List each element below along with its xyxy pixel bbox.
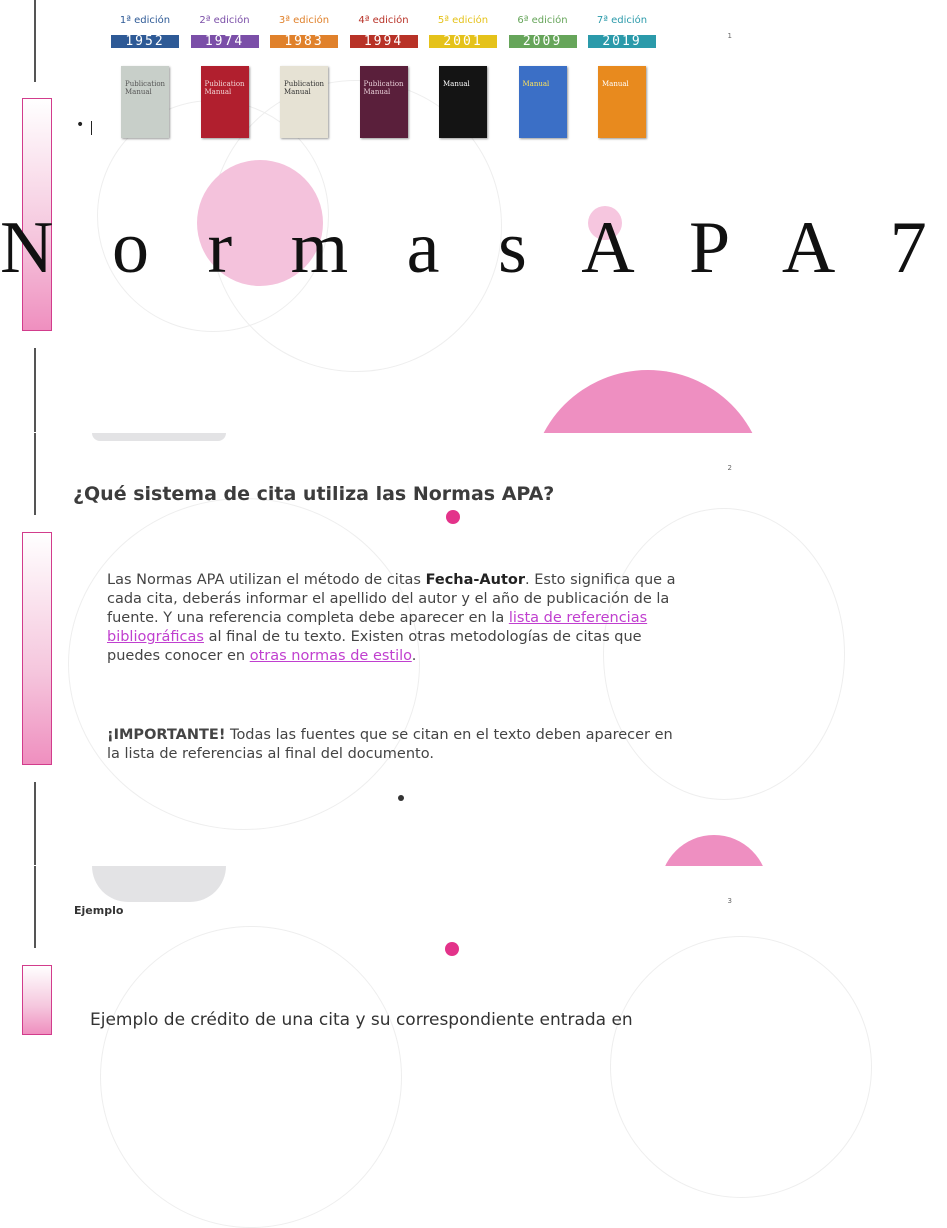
book-cover-image xyxy=(439,66,487,138)
decorative-circle xyxy=(100,926,402,1228)
edition-item xyxy=(270,14,338,96)
book-cover-title: Manual xyxy=(443,80,470,88)
book-cover-title: Publication Manual xyxy=(284,80,325,96)
link-reference-list[interactable]: lista de referencias bibliográficas xyxy=(107,610,648,645)
edition-label: 4ª edición xyxy=(358,15,409,26)
book-cover-title: Manual xyxy=(602,80,629,88)
pink-side-bar xyxy=(22,965,52,1035)
bold-fecha-autor: Fecha-Autor xyxy=(425,572,526,588)
book-cover-image xyxy=(519,66,567,138)
text-cursor xyxy=(91,121,92,135)
book-cover-image xyxy=(360,66,408,138)
edition-year: 2019 xyxy=(588,35,656,48)
slide-2 xyxy=(0,433,768,865)
slide-title: ¿Qué sistema de cita utiliza las Normas APA? xyxy=(73,483,555,505)
edition-label: 5ª edición xyxy=(437,15,489,26)
important-label: ¡IMPORTANTE! xyxy=(107,727,226,743)
slide-title: Ejemplo xyxy=(74,904,124,917)
edition-year: 2009 xyxy=(509,35,577,48)
small-dark-dot xyxy=(398,795,404,801)
edition-item xyxy=(111,14,179,96)
book-cover-image xyxy=(280,66,328,138)
book-cover-image xyxy=(201,66,249,138)
bullet-point: • xyxy=(76,117,85,133)
vertical-rule xyxy=(34,433,36,515)
link-other-styles[interactable]: otras normas de estilo xyxy=(249,648,412,664)
decorative-circle xyxy=(610,936,872,1198)
pink-dot xyxy=(446,510,460,524)
vertical-rule xyxy=(34,782,36,865)
edition-item xyxy=(350,14,418,96)
paragraph-citation-method: Las Normas APA utilizan el método de citas Fecha-Autor. Esto significa que a cada cita, deberás informar el apellido del autor y el año de publicación de la fuente. Y una referencia completa debe aparecer en la lista de referencias bibliográficas al final de tu texto. Existen otras metodologías de citas que puedes conocer en otras normas de estilo. xyxy=(107,572,676,664)
edition-timeline xyxy=(111,14,656,144)
edition-item xyxy=(191,14,259,96)
edition-year: 2001 xyxy=(429,35,497,48)
edition-year: 1974 xyxy=(191,35,259,48)
vertical-rule xyxy=(34,866,36,948)
slide-3 xyxy=(0,866,768,1030)
presentation-title: N o r m a s A P A 7 xyxy=(0,207,947,289)
edition-label: 6ª edición xyxy=(517,15,568,26)
edition-item xyxy=(588,14,656,88)
book-cover-title: Manual xyxy=(522,80,550,88)
book-cover-title: Publication Manual xyxy=(125,80,166,96)
slide-number: 3 xyxy=(727,897,732,905)
edition-label: 2ª edición xyxy=(199,15,250,26)
pink-side-bar xyxy=(22,532,52,765)
slide-1 xyxy=(0,0,947,432)
edition-label: 7ª edición xyxy=(596,15,648,26)
edition-item xyxy=(509,14,577,88)
edition-year: 1952 xyxy=(111,35,179,48)
edition-label: 1ª edición xyxy=(119,15,171,26)
grey-half-circle xyxy=(92,433,226,441)
grey-half-circle xyxy=(92,866,226,902)
book-cover-title: Publication Manual xyxy=(204,80,245,96)
slide-number: 1 xyxy=(727,32,732,40)
vertical-rule xyxy=(34,348,36,432)
edition-item xyxy=(429,14,497,88)
example-intro-text: Ejemplo de crédito de una cita y su correspondiente entrada en xyxy=(90,1010,633,1030)
edition-year: 1983 xyxy=(270,35,338,48)
book-cover-image xyxy=(598,66,646,138)
slide-number: 2 xyxy=(727,464,732,472)
paragraph-important: ¡IMPORTANTE! Todas las fuentes que se citan en el texto deben aparecer en la lista de referencias al final del documento. xyxy=(107,727,673,762)
book-cover-title: Publication Manual xyxy=(363,80,404,96)
book-cover-image xyxy=(121,66,169,138)
pink-dot xyxy=(445,942,459,956)
edition-year: 1994 xyxy=(350,35,418,48)
vertical-rule xyxy=(34,0,36,82)
edition-label: 3ª edición xyxy=(278,15,330,26)
